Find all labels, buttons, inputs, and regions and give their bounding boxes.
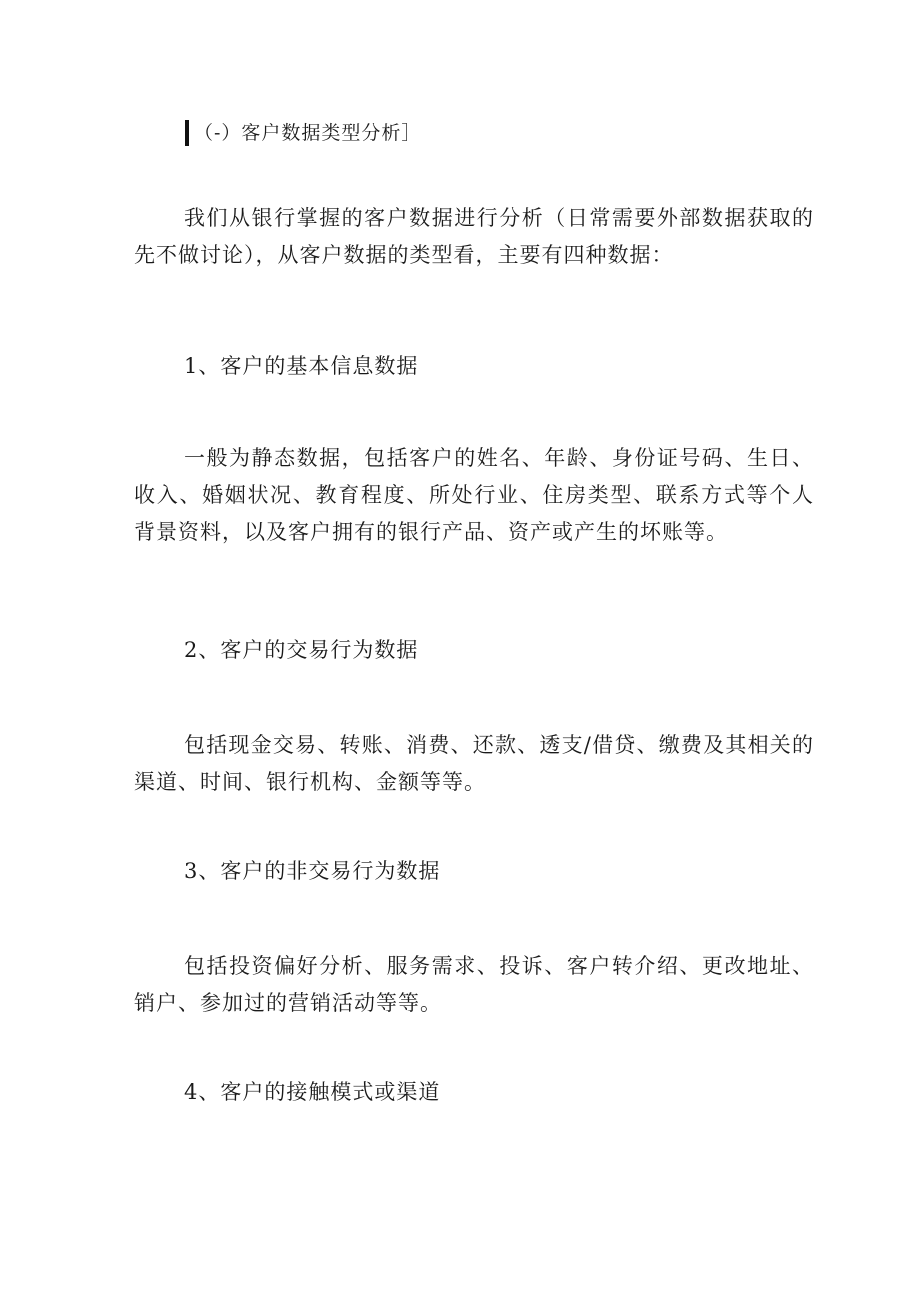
item-1-title: 1、客户的基本信息数据: [184, 354, 419, 378]
heading-marker-bar: [185, 120, 189, 146]
section-heading-text: （-）客户数据类型分析］: [194, 122, 422, 144]
item-2-title: 2、客户的交易行为数据: [184, 638, 419, 662]
item-1-description: 一般为静态数据，包括客户的姓名、年龄、身份证号码、生日、收入、婚姻状况、教育程度、所处行业、住房类型、联系方式等个人背景资料，以及客户拥有的银行产品、资产或产生的坏账等。: [134, 446, 814, 544]
section-heading: [185, 118, 421, 148]
item-2-description: 包括现金交易、转账、消费、还款、透支/借贷、缴费及其相关的渠道、时间、银行机构、金额等等。: [134, 733, 814, 794]
item-3-description: 包括投资偏好分析、服务需求、投诉、客户转介绍、更改地址、销户、参加过的营销活动等等。: [134, 954, 814, 1015]
item-3-title: 3、客户的非交易行为数据: [184, 859, 441, 883]
item-4-title: 4、客户的接触模式或渠道: [184, 1080, 441, 1104]
intro-paragraph: 我们从银行掌握的客户数据进行分析（日常需要外部数据获取的先不做讨论），从客户数据的类型看，主要有四种数据：: [134, 206, 814, 267]
